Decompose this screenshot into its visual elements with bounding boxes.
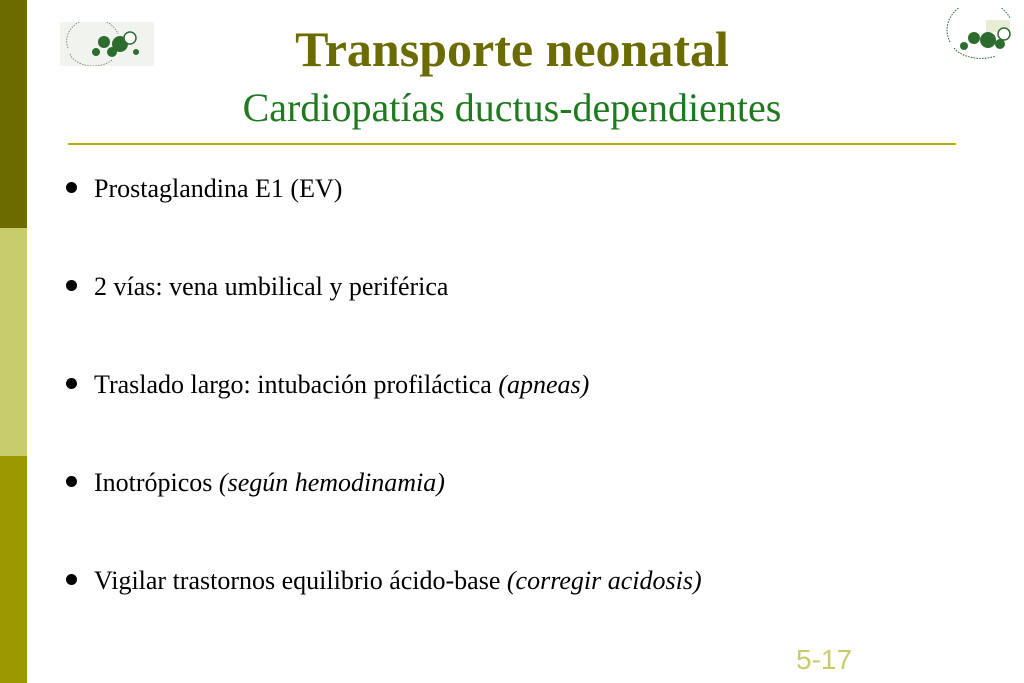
bullet-note: (según hemodinamia) xyxy=(218,468,445,497)
bullet-text: Traslado largo: intubación profiláctica xyxy=(94,370,499,399)
bullet-item xyxy=(64,362,964,460)
bullet-dot-icon xyxy=(66,574,77,585)
bullet-item xyxy=(64,460,964,558)
slide-subtitle: Cardiopatías ductus-dependientes xyxy=(242,85,782,130)
bullet-dot-icon xyxy=(66,280,77,291)
sidebar-stripe-bottom xyxy=(0,456,27,683)
bullet-item xyxy=(64,558,964,656)
slide-number: 5-17 xyxy=(796,644,853,675)
bullet-text: Inotrópicos xyxy=(94,468,219,497)
bullet-note: (apneas) xyxy=(498,370,590,399)
bullet-note: (corregir acidosis) xyxy=(506,566,702,595)
bullet-item xyxy=(64,264,964,362)
bullet-text: Vigilar trastornos equilibrio ácido-base xyxy=(94,566,507,595)
bullet-item xyxy=(64,166,964,264)
sidebar-stripe-middle xyxy=(0,228,27,456)
title-divider xyxy=(68,143,956,145)
bullet-dot-icon xyxy=(66,378,77,389)
bullet-text: 2 vías: vena umbilical y periférica xyxy=(94,272,449,301)
bullet-text: Prostaglandina E1 (EV) xyxy=(94,174,343,203)
bullet-dot-icon xyxy=(66,476,77,487)
bullet-list xyxy=(64,166,964,656)
bullet-dot-icon xyxy=(66,182,77,193)
slide-title: Transporte neonatal xyxy=(295,21,729,77)
